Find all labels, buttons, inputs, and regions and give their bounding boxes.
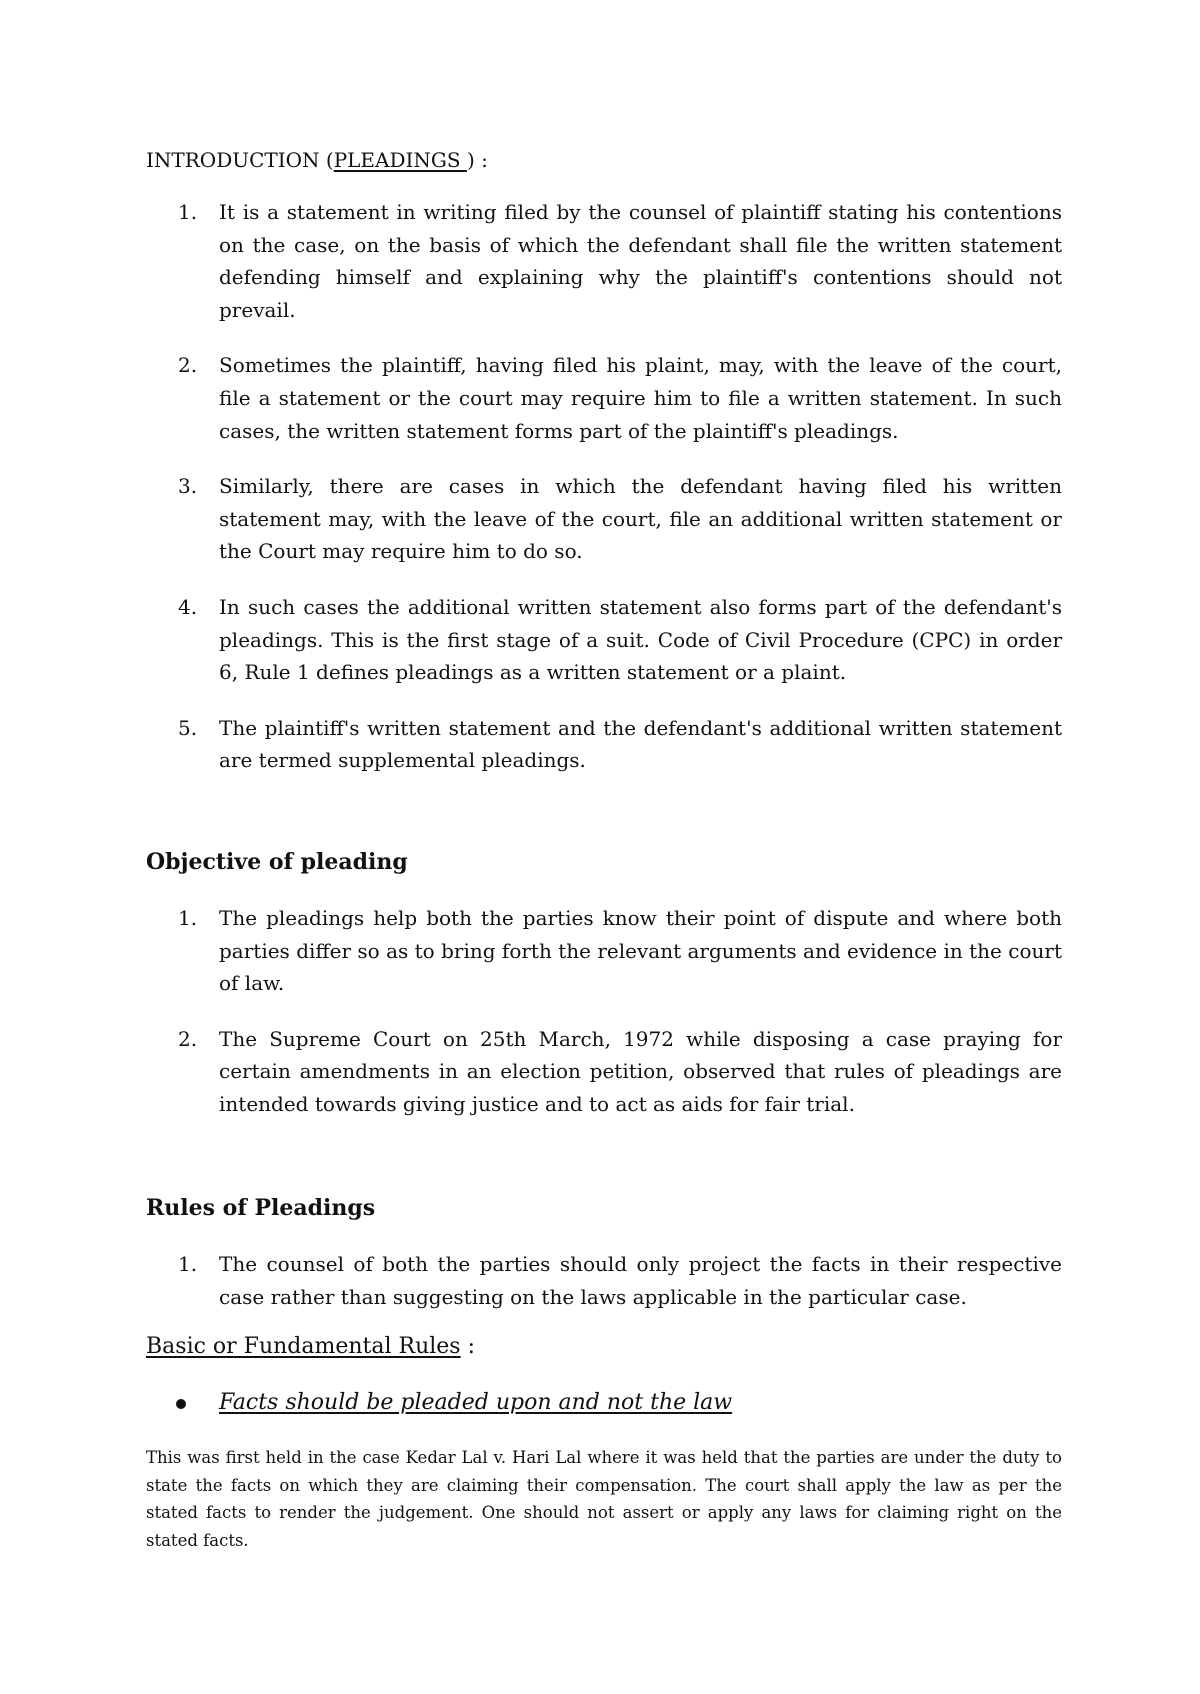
intro-heading-underlined: PLEADINGS <box>333 148 467 172</box>
list-item-number: 1. <box>178 906 198 930</box>
list-item <box>146 591 1062 689</box>
list-item-number: 1. <box>178 1252 198 1276</box>
bullet-item <box>184 1388 732 1418</box>
list-item-text: The plaintiff's written statement and the defendant's additional written statement are termed supplemental pleadings. <box>219 715 1062 773</box>
list-item-text: Similarly, there are cases in which the defendant having filed his written statement may, with the leave of the court, file an additional written statement or the Court may require him to do so. <box>219 474 1062 564</box>
intro-heading <box>146 146 488 174</box>
list-item-number: 2. <box>178 1026 198 1051</box>
list-item-number: 4. <box>178 594 198 619</box>
bullet-text: Facts should be pleaded upon and not the law <box>219 1390 733 1415</box>
list-item <box>146 196 1062 326</box>
list-item-number: 2. <box>178 353 198 378</box>
list-item-number: 3. <box>178 474 198 499</box>
intro-list <box>146 196 1062 777</box>
list-item <box>146 349 1062 447</box>
list-item <box>146 902 1062 1000</box>
list-item <box>146 712 1062 777</box>
fundamental-rules-label: Basic or Fundamental Rules <box>146 1334 461 1359</box>
list-item <box>146 1248 1062 1313</box>
list-item-text: The counsel of both the parties should only project the facts in their respective case rather than suggesting on the laws applicable in the particular case. <box>219 1252 1062 1309</box>
intro-heading-prefix: INTRODUCTION ( <box>146 148 334 172</box>
list-item-text: It is a statement in writing filed by the counsel of plaintiff stating his contentions on the case, on the basis of which the defendant shall file the written statement defending himself and explaining why the plaintiff's contentions should not prevail. <box>219 200 1062 322</box>
rules-list <box>146 1248 1062 1313</box>
list-item-text: The Supreme Court on 25th March, 1972 while disposing a case praying for certain amendments in an election petition, observed that rules of pleadings are intended towards giving justice and to act as aids for fair trial. <box>219 1026 1062 1116</box>
list-item <box>146 470 1062 568</box>
list-item-text: The pleadings help both the parties know their point of dispute and where both parties differ so as to bring forth the relevant arguments and evidence in the court of law. <box>219 906 1062 996</box>
list-item-number: 5. <box>178 715 198 740</box>
rules-heading: Rules of Pleadings <box>146 1195 376 1221</box>
objective-list <box>146 902 1062 1121</box>
intro-heading-suffix: ) : <box>466 148 488 172</box>
fundamental-rules-suffix: : <box>460 1334 476 1359</box>
list-item <box>146 1023 1062 1121</box>
list-item-text: In such cases the additional written statement also forms part of the defendant's pleadings. This is the first stage of a suit. Code of Civil Procedure (CPC) in order 6, Rule 1 defines pleadings as a written statement or a plaint. <box>219 594 1062 685</box>
list-item-text: Sometimes the plaintiff, having filed his plaint, may, with the leave of the court, file a statement or the court may require him to file a written statement. In such cases, the written statement forms part of the plaintiff's pleadings. <box>219 353 1062 443</box>
fundamental-rules-subheading <box>146 1332 475 1362</box>
objective-heading: Objective of pleading <box>146 849 408 875</box>
list-item-number: 1. <box>178 200 198 224</box>
bullet-icon <box>176 1399 186 1409</box>
body-paragraph: This was first held in the case Kedar Lal v. Hari Lal where it was held that the parties are under the duty to state the facts on which they are claiming their compensation. The court shall apply the law as per the stated facts to render the judgement. One should not assert or apply any laws for claiming right on the stated facts. <box>146 1448 1062 1550</box>
